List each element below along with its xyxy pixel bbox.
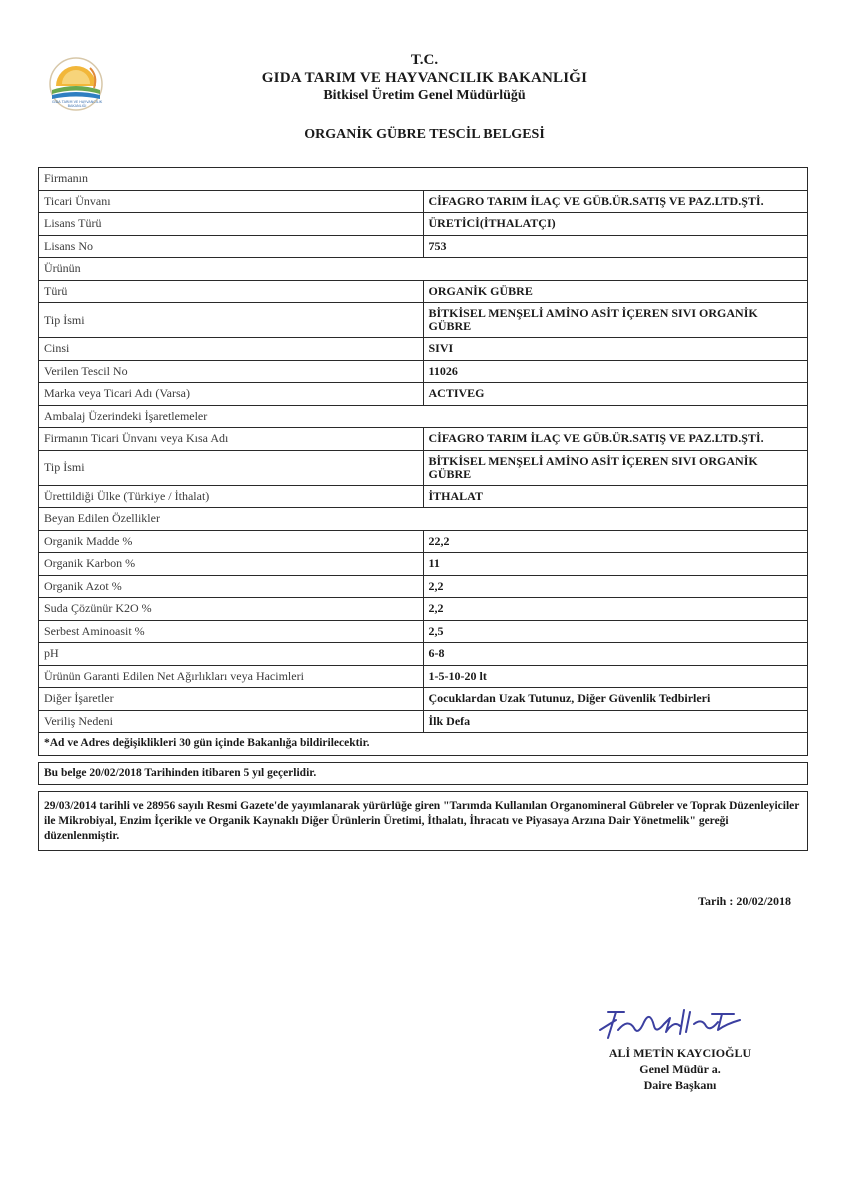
row-label: Ürünün Garanti Edilen Net Ağırlıkları veya Hacimleri <box>39 665 424 688</box>
row-label: Tip İsmi <box>39 450 424 485</box>
row-value: 22,2 <box>423 530 808 553</box>
table-row <box>39 620 808 643</box>
row-label: Organik Azot % <box>39 575 424 598</box>
row-value: 753 <box>423 235 808 258</box>
row-value: Çocuklardan Uzak Tutunuz, Diğer Güvenlik Tedbirleri <box>423 688 808 711</box>
row-value: 2,2 <box>423 598 808 621</box>
table-row <box>39 303 808 338</box>
section-properties: Beyan Edilen Özellikler <box>39 508 808 531</box>
row-value: 11026 <box>423 360 808 383</box>
validity-note: Bu belge 20/02/2018 Tarihinden itibaren 5 yıl geçerlidir. <box>39 762 808 785</box>
row-value: BİTKİSEL MENŞELİ AMİNO ASİT İÇEREN SIVI ORGANİK GÜBRE <box>423 450 808 485</box>
row-label: Organik Karbon % <box>39 553 424 576</box>
row-label: Türü <box>39 280 424 303</box>
signer-department: Daire Başkanı <box>643 1078 717 1092</box>
row-label: Cinsi <box>39 338 424 361</box>
header-ministry: GIDA TARIM VE HAYVANCILIK BAKANLIĞI <box>261 70 588 86</box>
row-label: Organik Madde % <box>39 530 424 553</box>
row-label: Firmanın Ticari Ünvanı veya Kısa Adı <box>39 428 424 451</box>
row-value: SIVI <box>423 338 808 361</box>
row-label: Suda Çözünür K2O % <box>39 598 424 621</box>
address-change-note: *Ad ve Adres değişiklikleri 30 gün içinde Bakanlığa bildirilecektir. <box>39 733 808 756</box>
row-value: ACTIVEG <box>423 383 808 406</box>
row-label: Lisans Türü <box>39 213 424 236</box>
section-product: Ürünün <box>39 258 808 281</box>
table-row <box>39 710 808 733</box>
row-label: Diğer İşaretler <box>39 688 424 711</box>
row-label: Veriliş Nedeni <box>39 710 424 733</box>
row-value: İTHALAT <box>423 485 808 508</box>
row-value: CİFAGRO TARIM İLAÇ VE GÜB.ÜR.SATIŞ VE PAZ.LTD.ŞTİ. <box>423 428 808 451</box>
row-label: Serbest Aminoasit % <box>39 620 424 643</box>
table-gap <box>39 785 808 792</box>
signer-role: Genel Müdür a. <box>639 1062 721 1076</box>
table-row <box>39 643 808 666</box>
issue-date: Tarih : 20/02/2018 <box>698 894 791 908</box>
row-value: 2,5 <box>423 620 808 643</box>
row-label: Verilen Tescil No <box>39 360 424 383</box>
table-row <box>39 280 808 303</box>
header-tc: T.C. <box>410 52 439 68</box>
table-row <box>39 485 808 508</box>
row-value: İlk Defa <box>423 710 808 733</box>
table-row <box>39 190 808 213</box>
table-row <box>39 665 808 688</box>
row-value: BİTKİSEL MENŞELİ AMİNO ASİT İÇEREN SIVI ORGANİK GÜBRE <box>423 303 808 338</box>
row-label: Tip İsmi <box>39 303 424 338</box>
table-row <box>39 213 808 236</box>
row-value: 2,2 <box>423 575 808 598</box>
table-gap <box>39 755 808 762</box>
signature-icon <box>594 1000 754 1044</box>
header-directorate: Bitkisel Üretim Genel Müdürlüğü <box>323 88 526 103</box>
table-row <box>39 383 808 406</box>
table-row <box>39 598 808 621</box>
row-label: pH <box>39 643 424 666</box>
row-value: ORGANİK GÜBRE <box>423 280 808 303</box>
table-row <box>39 338 808 361</box>
row-value: 6-8 <box>423 643 808 666</box>
logo-caption: GIDA TARIM VE HAYVANCILIK BAKANLIĞI <box>51 100 103 108</box>
row-value: CİFAGRO TARIM İLAÇ VE GÜB.ÜR.SATIŞ VE PAZ.LTD.ŞTİ. <box>423 190 808 213</box>
regulation-note: 29/03/2014 tarihli ve 28956 sayılı Resmi Gazete'de yayımlanarak yürürlüğe giren "Tarımda Kullanılan Organomineral Gübreler ve Toprak Düzenleyiciler ile Mikrobiyal, Enzim İçerikle ve Organik Kaynaklı Diğer Ürünlerin Üretimi, İthalatı, İhracatı ve Piyasaya Arzına Dair Yönetmelik" gereği düzenlenmiştir. <box>39 792 808 851</box>
table-row <box>39 450 808 485</box>
section-firm: Firmanın <box>39 168 808 191</box>
row-label: Marka veya Ticari Adı (Varsa) <box>39 383 424 406</box>
table-row <box>39 530 808 553</box>
row-label: Ticari Ünvanı <box>39 190 424 213</box>
row-value: 1-5-10-20 lt <box>423 665 808 688</box>
row-label: Ürettildiği Ülke (Türkiye / İthalat) <box>39 485 424 508</box>
table-row <box>39 235 808 258</box>
table-row <box>39 428 808 451</box>
document-title: ORGANİK GÜBRE TESCİL BELGESİ <box>304 127 545 142</box>
row-value: ÜRETİCİ(İTHALATÇI) <box>423 213 808 236</box>
registration-table <box>38 167 808 851</box>
table-row <box>39 688 808 711</box>
section-packaging: Ambalaj Üzerindeki İşaretlemeler <box>39 405 808 428</box>
row-label: Lisans No <box>39 235 424 258</box>
signer-name: ALİ METİN KAYCIOĞLU <box>608 1046 752 1060</box>
table-row <box>39 553 808 576</box>
table-row <box>39 360 808 383</box>
row-value: 11 <box>423 553 808 576</box>
table-row <box>39 575 808 598</box>
